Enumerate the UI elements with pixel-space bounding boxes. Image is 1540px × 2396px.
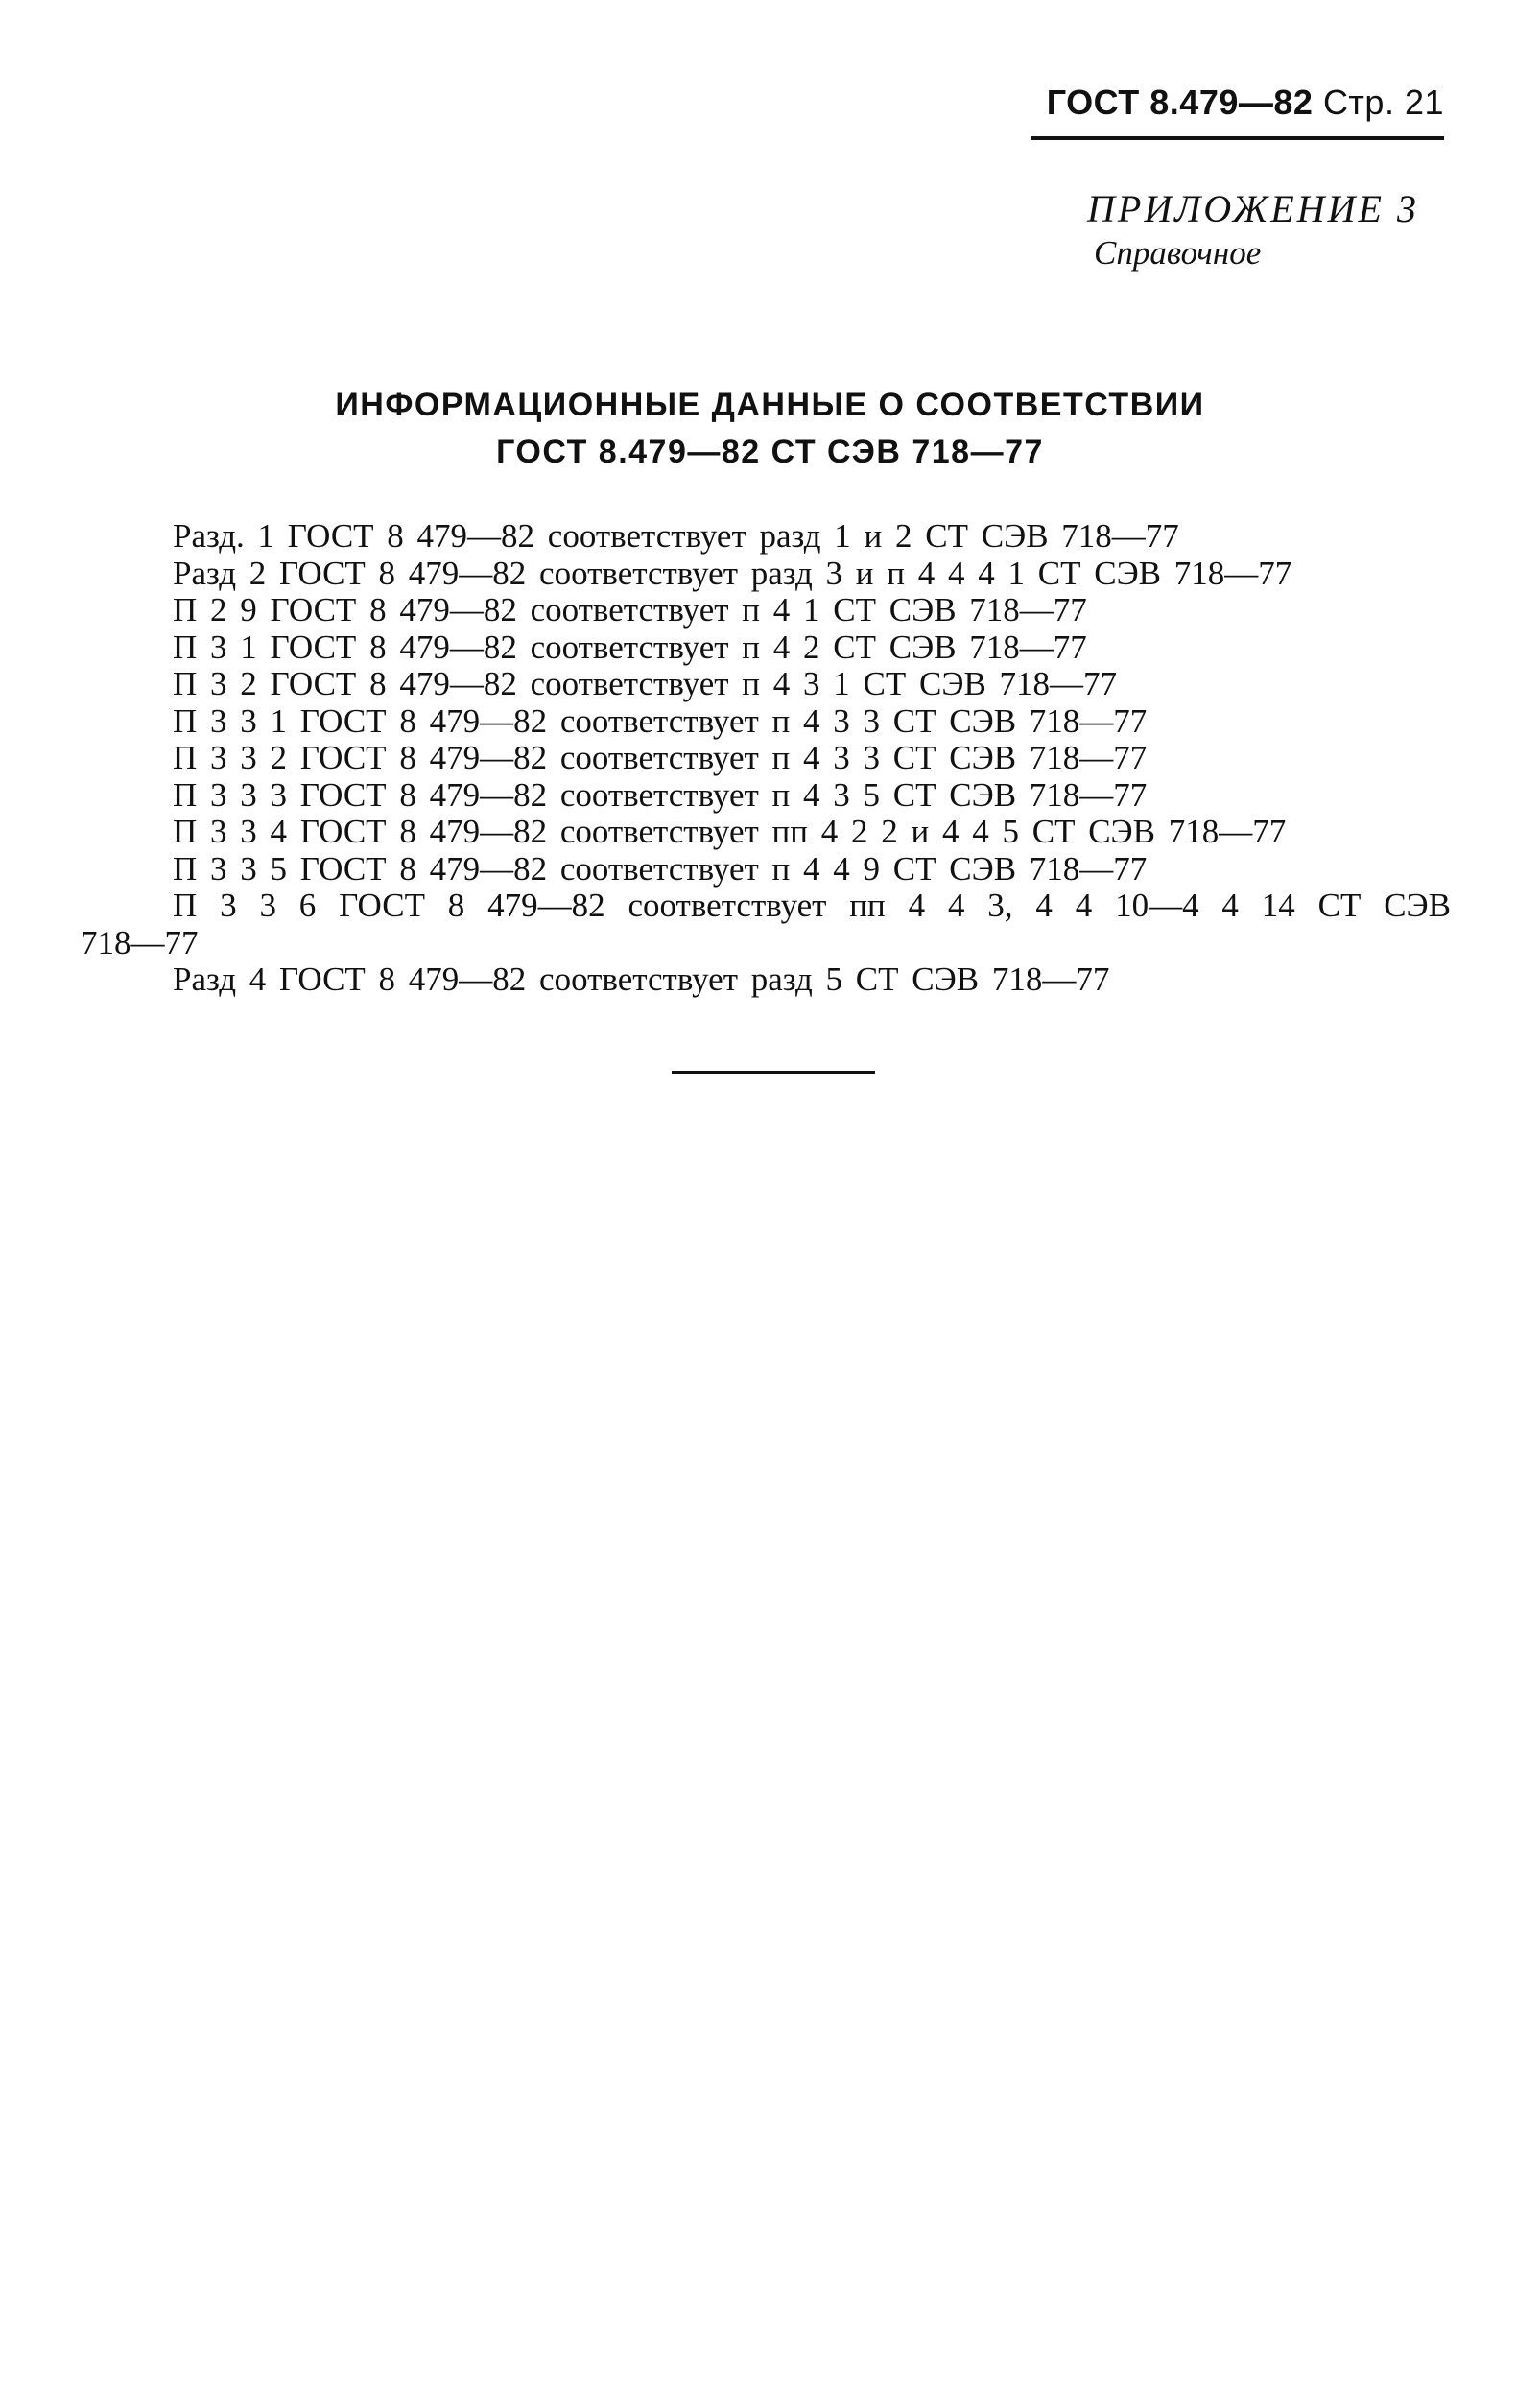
document-title-line-2: ГОСТ 8.479—82 СТ СЭВ 718—77 xyxy=(496,434,1044,470)
page-header xyxy=(1031,83,1444,150)
header-text xyxy=(1047,83,1444,123)
correspondence-line: П 3 3 4 ГОСТ 8 479—82 соответствует пп 4 2 2 и 4 4 5 СТ СЭВ 718—77 xyxy=(173,813,1287,850)
correspondence-line: Разд. 1 ГОСТ 8 479—82 соответствует разд 1 и 2 СТ СЭВ 718—77 xyxy=(173,517,1179,555)
header-rule xyxy=(1031,136,1444,140)
end-rule xyxy=(672,1071,875,1074)
correspondence-line: П 3 3 3 ГОСТ 8 479—82 соответствует п 4 3 5 СТ СЭВ 718—77 xyxy=(173,775,1148,814)
correspondence-line: Разд 4 ГОСТ 8 479—82 соответствует разд 5 СТ СЭВ 718—77 xyxy=(173,961,1110,998)
correspondence-line: П 3 3 2 ГОСТ 8 479—82 соответствует п 4 3 3 СТ СЭВ 718—77 xyxy=(173,739,1148,776)
correspondence-line: П 3 3 5 ГОСТ 8 479—82 соответствует п 4 4 9 СТ СЭВ 718—77 xyxy=(173,849,1148,888)
appendix-title: ПРИЛОЖЕНИЕ 3 xyxy=(1087,187,1419,230)
correspondence-line: П 3 2 ГОСТ 8 479—82 соответствует п 4 3 1 СТ СЭВ 718—77 xyxy=(173,665,1118,702)
correspondence-line: П 2 9 ГОСТ 8 479—82 соответствует п 4 1 СТ СЭВ 718—77 xyxy=(173,591,1087,629)
correspondence-line: Разд 2 ГОСТ 8 479—82 соответствует разд 3 и п 4 4 4 1 СТ СЭВ 718—77 xyxy=(173,554,1292,592)
correspondence-line: П 3 1 ГОСТ 8 479—82 соответствует п 4 2 СТ СЭВ 718—77 xyxy=(173,628,1087,666)
correspondence-line: П 3 3 6 ГОСТ 8 479—82 соответствует пп 4 4 3, 4 4 10—4 4 14 СТ СЭВ xyxy=(173,887,1451,924)
document-title-line-1: ИНФОРМАЦИОННЫЕ ДАННЫЕ О СООТВЕТСТВИИ xyxy=(335,387,1205,423)
correspondence-line-continuation: 718—77 xyxy=(81,923,199,961)
correspondence-list xyxy=(81,518,1451,999)
appendix-subtitle: Справочное xyxy=(1094,234,1262,272)
document-code: ГОСТ 8.479—82 xyxy=(1046,83,1314,122)
page-number: Стр. 21 xyxy=(1322,83,1444,122)
document-title xyxy=(288,382,1252,476)
correspondence-line: П 3 3 1 ГОСТ 8 479—82 соответствует п 4 3 3 СТ СЭВ 718—77 xyxy=(173,701,1148,740)
